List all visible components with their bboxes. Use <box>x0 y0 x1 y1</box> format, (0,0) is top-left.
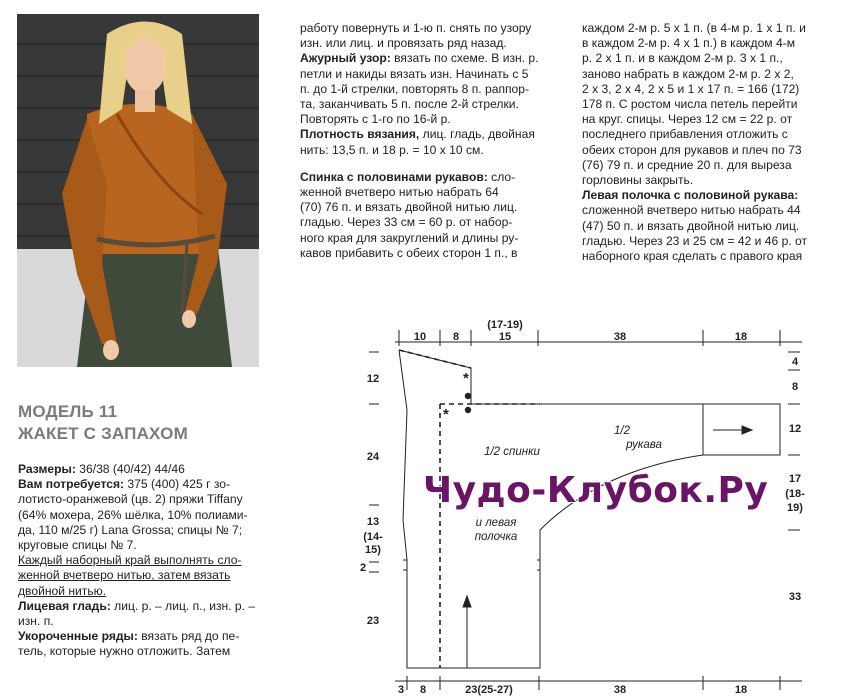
label-sleeve: рукава <box>626 439 662 451</box>
dim-bot-8: 8 <box>419 684 427 696</box>
text-line: (76) 79 п. и средние 20 п. для выреза <box>582 157 792 172</box>
stockinette-label: Лицевая гладь: <box>18 598 111 613</box>
dim-right-19: 19) <box>787 502 803 514</box>
dim-right-17: 17 <box>788 473 802 485</box>
text-line: р. 2 х 1 п. и в каждом 2-м р. 3 х 1 п., <box>582 51 783 66</box>
sizes-text: 36/38 (40/42) 44/46 <box>75 462 185 476</box>
edge-note-line: Каждый наборный край выполнять сло- <box>18 553 242 568</box>
dim-right-12: 12 <box>788 423 802 435</box>
dim-left-12: 12 <box>366 373 380 385</box>
dim-left-23: 23 <box>366 615 380 627</box>
text-line: на круг. спицы. Через 12 см = 22 р. от <box>582 112 793 127</box>
lace-line: петли и накиды вязать изн. Начинать с 5 <box>300 66 529 81</box>
back-line: кавов прибавить с обеих сторон 1 п., в <box>300 245 518 260</box>
dim-bot-23: 23(25-27) <box>465 684 513 696</box>
model-number: МОДЕЛЬ 11 <box>18 402 118 421</box>
marker-dot <box>465 407 471 413</box>
dim-bot-18: 18 <box>734 684 748 696</box>
dim-left-14: (14- <box>363 531 383 543</box>
sizes-label: Размеры: <box>18 462 76 476</box>
dim-top-10: 10 <box>413 331 427 343</box>
lace-line: та, заканчивать 5 п. после 2-й стрелки. <box>300 97 519 112</box>
gauge-text: лиц. гладь, двойная <box>419 127 535 142</box>
dim-left-2: 2 <box>359 562 367 574</box>
materials-text: 375 (400) 425 г зо- <box>124 477 231 492</box>
edge-note-line: двойной нитью. <box>18 583 107 598</box>
text-line: 178 п. С ростом числа петель перейти <box>582 97 798 112</box>
arrow-up-icon <box>463 596 471 607</box>
label-half-sleeve: 1/2 <box>614 425 630 437</box>
materials-line: лотисто-оранжевой (цв. 2) пряжи Tiffany <box>18 492 243 507</box>
back-label: Спинка с половинами рукавов: <box>300 169 488 184</box>
back-text: сло- <box>487 169 516 184</box>
dim-right-8: 8 <box>791 381 799 393</box>
text-line: каждом 2-м р. 5 х 1 п. (в 4-м р. 1 х 1 п. и <box>582 21 806 35</box>
back-line: ного края для закруглений и длины ру- <box>300 230 519 245</box>
materials-line: круговые спицы № 7. <box>18 538 137 553</box>
dim-top-38: 38 <box>613 331 627 343</box>
marker-dot <box>465 393 471 399</box>
text-line: последнего прибавления отложить с <box>582 127 788 142</box>
left-front-line: сложенной вчетверо нитью набрать 44 <box>582 203 801 218</box>
dim-left-24: 24 <box>366 451 380 463</box>
arrow-right-icon <box>742 426 752 434</box>
lace-label: Ажурный узор: <box>300 51 391 66</box>
back-line: гладью. Через 33 см = 60 р. от набор- <box>300 215 513 230</box>
dim-left-15: 15) <box>365 544 381 556</box>
label-left-front-1: и левая <box>475 517 517 529</box>
text-line: изн. или лиц. и провязать ряд назад. <box>300 36 507 51</box>
dim-top-15: 15 <box>498 331 512 343</box>
dim-right-4: 4 <box>791 356 799 368</box>
dim-right-33: 33 <box>788 591 802 603</box>
text-line: 2 х 3, 2 х 4, 2 х 5 и 1 х 17 п. = 166 (172) <box>582 81 800 96</box>
lace-line: Повторять с 1-го по 16-й р. <box>300 112 451 127</box>
short-rows-line: тель, которые нужно отложить. Затем <box>18 644 231 659</box>
dim-top-8: 8 <box>452 331 460 343</box>
text-line: обеих сторон для рукавов и плеч по 73 <box>582 142 802 157</box>
materials-line: да, 110 м/25 г) Lana Grossa; спицы № 7; <box>18 522 243 537</box>
dim-bot-38: 38 <box>613 684 627 696</box>
dim-right-18: (18- <box>785 488 805 500</box>
short-rows-text: вязать ряд до пе- <box>137 629 240 644</box>
left-front-line: гладью. Через 23 и 25 см = 42 и 46 р. от <box>582 233 808 248</box>
stockinette-line: изн. п. <box>18 614 54 629</box>
left-front-line: (47) 50 п. и вязать двойной нитью лиц. <box>582 218 800 233</box>
text-line: горловины закрыть. <box>582 173 694 188</box>
label-half-back: 1/2 спинки <box>484 446 540 458</box>
back-line: женной вчетверо нитью набрать 64 <box>300 185 499 200</box>
dim-bot-3: 3 <box>397 684 405 696</box>
lace-text: вязать по схеме. В изн. р. <box>390 51 539 66</box>
short-rows-label: Укороченные ряды: <box>18 629 138 644</box>
text-line: работу повернуть и 1-ю п. снять по узору <box>300 21 532 35</box>
stockinette-text: лиц. р. – лиц. п., изн. р. – <box>110 598 256 613</box>
dim-top-18: 18 <box>734 331 748 343</box>
back-line: (70) 76 п. и вязать двойной нитью лиц. <box>300 200 518 215</box>
text-line: в каждом 2-м р. 4 х 1 п.) в каждом 4-м <box>582 36 796 51</box>
left-front-line: наборного края сделать с правого края <box>582 249 803 264</box>
dim-top-17-19: (17-19) <box>487 319 523 331</box>
materials-label: Вам потребуется: <box>18 477 125 492</box>
lace-line: п. до 1-й стрелки, повторять 8 п. раппор- <box>300 81 530 96</box>
label-left-front-2: полочка <box>474 531 518 543</box>
site-watermark: Чудо-Клубок.Ру <box>423 470 769 511</box>
star-mark: * <box>463 370 469 387</box>
model-name: ЖАКЕТ С ЗАПАХОМ <box>18 424 188 443</box>
text-line: заново набрать в каждом 2-м р. 2 х 2, <box>582 66 794 81</box>
gauge-line: нить: 13,5 п. и 18 р. = 10 х 10 см. <box>300 142 484 157</box>
dim-left-13: 13 <box>366 516 380 528</box>
gauge-label: Плотность вязания, <box>300 127 420 142</box>
star-mark: * <box>443 406 449 423</box>
materials-line: (64% мохера, 26% шёлка, 10% полиами- <box>18 507 248 522</box>
edge-note-line: женной вчетверо нитью, затем вязать <box>18 568 231 583</box>
left-front-label: Левая полочка с половиной рукава: <box>582 188 799 203</box>
